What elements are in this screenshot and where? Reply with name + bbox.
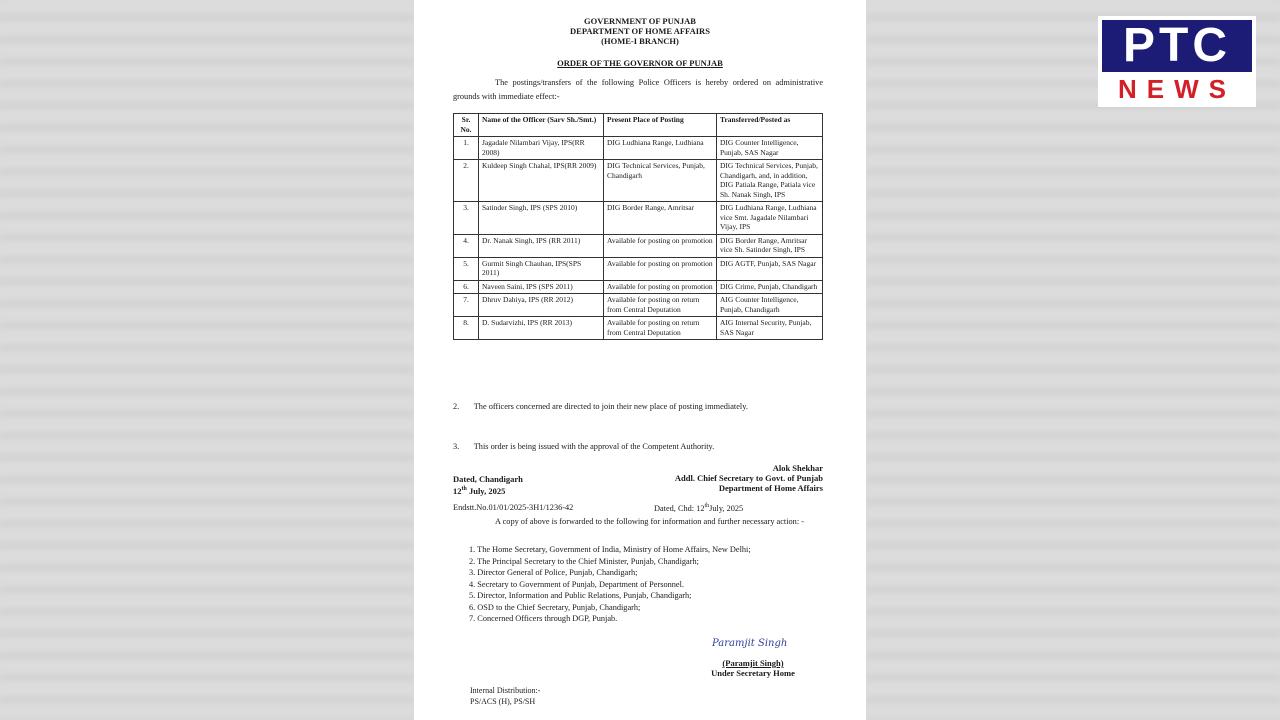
order-document	[414, 0, 866, 720]
cell-sr: 8.	[454, 317, 479, 340]
cell-sr: 7.	[454, 294, 479, 317]
table-row	[454, 317, 823, 340]
signatory-block	[678, 658, 828, 678]
header-sr-no: Sr. No.	[454, 114, 479, 137]
header-transferred-as: Transferred/Posted as	[717, 114, 823, 137]
order-date-day: 12	[453, 485, 462, 496]
paragraph-3: 3. This order is being issued with the approval of the Competent Authority.	[453, 442, 715, 451]
order-date-block	[453, 474, 523, 496]
signing-name: Alok Shekhar	[772, 463, 823, 473]
cell-name: Jagadale Nilambari Vijay, IPS(RR 2008)	[479, 137, 604, 160]
internal-distribution-title: Internal Distribution:-	[470, 686, 541, 695]
table-row	[454, 202, 823, 235]
cell-posted: DIG Ludhiana Range, Ludhiana vice Smt. Jagadale Nilambari Vijay, IPS	[717, 202, 823, 235]
cell-present: DIG Ludhiana Range, Ludhiana	[604, 137, 717, 160]
cell-sr: 3.	[454, 202, 479, 235]
cell-present: Available for posting on return from Central Deputation	[604, 294, 717, 317]
cell-sr: 5.	[454, 257, 479, 280]
list-item: 3. Director General of Police, Punjab, Chandigarh;	[469, 568, 638, 577]
list-item: 4. Secretary to Government of Punjab, Department of Personnel.	[469, 579, 684, 589]
cell-name: Naveen Saini, IPS (SPS 2011)	[479, 280, 604, 294]
cell-present: Available for posting on return from Central Deputation	[604, 317, 717, 340]
signatory-name: (Paramjit Singh)	[722, 658, 784, 668]
blurred-background-right	[866, 0, 1280, 720]
header-government: GOVERNMENT OF PUNJAB	[584, 16, 696, 26]
cell-name: Satinder Singh, IPS (SPS 2010)	[479, 202, 604, 235]
postings-table	[453, 113, 823, 340]
table-row	[454, 160, 823, 202]
cell-posted: DIG AGTF, Punjab, SAS Nagar	[717, 257, 823, 280]
ptc-news-logo	[1098, 16, 1256, 107]
table-row	[454, 257, 823, 280]
cell-name: Gurmit Singh Chauhan, IPS(SPS 2011)	[479, 257, 604, 280]
cell-posted: DIG Border Range, Amritsar vice Sh. Satinder Singh, IPS	[717, 234, 823, 257]
endorsement-date-rest: July, 2025	[709, 503, 744, 513]
cell-name: Dr. Nanak Singh, IPS (RR 2011)	[479, 234, 604, 257]
table-row	[454, 280, 823, 294]
order-date-suffix: th	[461, 486, 467, 492]
cell-present: DIG Border Range, Amritsar	[604, 202, 717, 235]
cell-present: Available for posting on promotion	[604, 234, 717, 257]
cell-sr: 2.	[454, 160, 479, 202]
header-present-posting: Present Place of Posting	[604, 114, 717, 137]
list-item: 7. Concerned Officers through DGP, Punjab.	[469, 614, 618, 623]
copy-forward-text: A copy of above is forwarded to the following for information and further necessary action: -	[495, 517, 804, 526]
list-item: 1. The Home Secretary, Government of India, Ministry of Home Affairs, New Delhi;	[469, 545, 751, 554]
cell-name: Kuldeep Singh Chahal, IPS(RR 2009)	[479, 160, 604, 202]
blurred-background-left	[0, 0, 414, 720]
table-row	[454, 137, 823, 160]
table-row	[454, 234, 823, 257]
paragraph-2: 2. The officers concerned are directed to join their new place of posting immediately.	[453, 402, 748, 411]
intro-paragraph: The postings/transfers of the following Police Officers is hereby ordered on administrative grounds with immediate effect:-	[453, 78, 823, 101]
order-date	[453, 484, 523, 496]
internal-distribution	[470, 685, 540, 707]
order-date-rest: July, 2025	[466, 485, 506, 496]
endorsement-date	[654, 503, 743, 513]
handwritten-signature: Paramjit Singh	[712, 638, 788, 649]
list-item: 6. OSD to the Chief Secretary, Punjab, Chandigarh;	[469, 602, 641, 612]
cell-sr: 6.	[454, 280, 479, 294]
list-item: 2. The Principal Secretary to the Chief Minister, Punjab, Chandigarh;	[469, 556, 699, 566]
cell-present: Available for posting on promotion	[604, 280, 717, 294]
cell-name: D. Sudarvizhi, IPS (RR 2013)	[479, 317, 604, 340]
list-item: 5. Director, Information and Public Relations, Punjab, Chandigarh;	[469, 591, 692, 600]
table-row	[454, 294, 823, 317]
logo-news-text: NEWS	[1118, 74, 1236, 104]
cell-posted: DIG Counter Intelligence, Punjab, SAS Nagar	[717, 137, 823, 160]
header-branch: (HOME-I BRANCH)	[601, 36, 679, 46]
cell-sr: 1.	[454, 137, 479, 160]
cell-present: Available for posting on promotion	[604, 257, 717, 280]
forward-list	[469, 544, 751, 625]
cell-posted: AIG Counter Intelligence, Punjab, Chandigarh	[717, 294, 823, 317]
header-department: DEPARTMENT OF HOME AFFAIRS	[570, 26, 710, 36]
table-header-row	[454, 114, 823, 137]
internal-distribution-line: PS/ACS (H), PS/SH	[470, 697, 536, 706]
order-title: ORDER OF THE GOVERNOR OF PUNJAB	[557, 58, 723, 68]
cell-posted: DIG Technical Services, Punjab, Chandigarh, and, in addition, DIG Patiala Range, Patiala vice Sh. Nanak Singh, IPS	[717, 160, 823, 202]
signing-department: Department of Home Affairs	[718, 483, 823, 493]
signatory-designation: Under Secretary Home	[711, 668, 795, 678]
endorsement-date-prefix: Dated, Chd: 12	[654, 503, 705, 513]
endorsement-number: Endstt.No.01/01/2025-3H1/1236-42	[453, 503, 574, 512]
signing-designation: Addl. Chief Secretary to Govt. of Punjab	[674, 473, 823, 483]
logo-ptc-text: PTC	[1102, 20, 1252, 72]
signing-authority	[639, 463, 823, 493]
cell-sr: 4.	[454, 234, 479, 257]
cell-posted: DIG Crime, Punjab, Chandigarh	[717, 280, 823, 294]
order-dated-place: Dated, Chandigarh	[453, 474, 523, 484]
cell-name: Dhruv Dahiya, IPS (RR 2012)	[479, 294, 604, 317]
header-officer-name: Name of the Officer (Sarv Sh./Smt.)	[479, 114, 604, 137]
endorsement-date-suffix: th	[704, 503, 710, 509]
cell-present: DIG Technical Services, Punjab, Chandigarh	[604, 160, 717, 202]
cell-posted: AIG Internal Security, Punjab, SAS Nagar	[717, 317, 823, 340]
document-header	[414, 16, 866, 46]
